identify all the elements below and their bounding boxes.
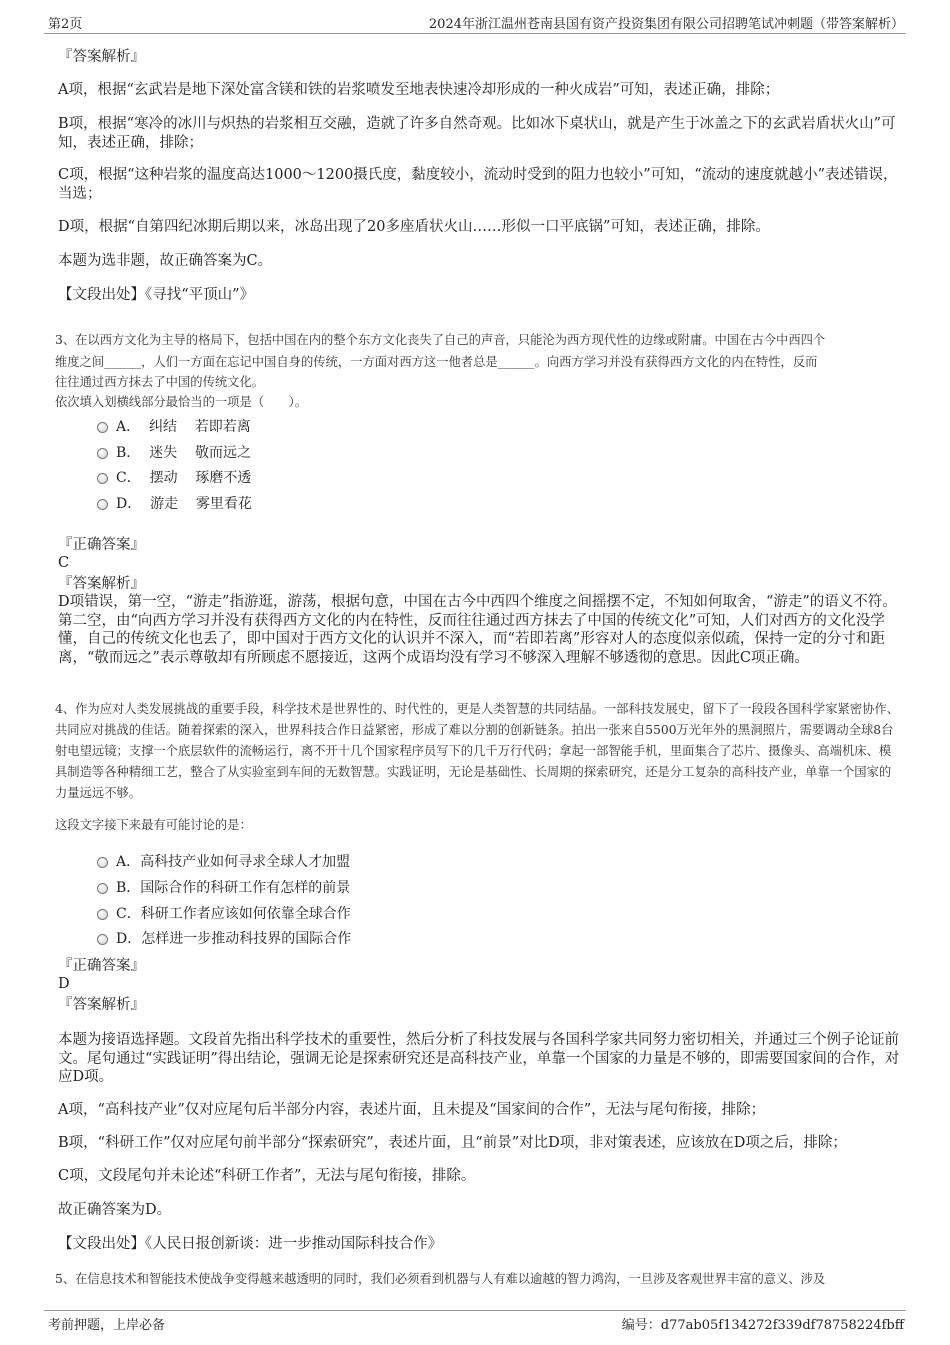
radio-icon[interactable] [97,883,108,894]
option-label: B． 迷失 敬而远之 [116,445,251,461]
q4-analysis: 本题为接语选择题。文段首先指出科学技术的重要性，然后分析了科技发展与各国科学家共同努力密切相关，并通过三个例子论证前文。尾句通过“实践证明”得出结论，强调无论是探索研究还是高科技产业，单靠一个国家的力量是不够的，即需要国家间的合作，对应D项。 [58,1032,900,1085]
q5-stem: 5、在信息技术和智能技术使战争变得越来越透明的同时，我们必须看到机器与人有难以逾越的智力鸿沟，一旦涉及客观世界丰富的意义、涉及 [55,1272,826,1286]
q2-analysis-label: 『答案解析』 [58,49,145,65]
q4-option-a[interactable] [97,851,350,871]
footer-slogan: 考前押题，上岸必备 [48,1318,166,1333]
q3-option-c[interactable] [97,467,251,487]
radio-icon[interactable] [97,499,108,510]
option-label: A． 纠结 若即若离 [116,419,251,435]
q4-answer: D [58,976,70,992]
q3-stem-line1: 3、在以西方文化为主导的格局下，包括中国在内的整个东方文化丧失了自己的声音，只能沦为西方现代性的边缘或附庸。中国在古今中西四个 [55,333,826,347]
header-divider [44,33,906,34]
q4-stem: 4、作为应对人类发展挑战的重要手段，科学技术是世界性的、时代性的，更是人类智慧的共同结晶。一部科技发展史，留下了一段段各国科学家紧密协作、共同应对挑战的佳话。随着探索的深入，世界科技合作日益紧密，形成了难以分割的创新链条。拍出一张来自5500万光年外的黑洞照片，需要调动全球8台射电望远镜；支撑一个底层软件的流畅运行，离不开十几个国家程序员写下的几千万行代码；拿起一部智能手机，里面集合了芯片、摄像头、高端机床、模具制造等各种精细工艺，整合了从实验室到车间的无数智慧。实践证明，无论是基础性、长周期的探索研究，还是分工复杂的高科技产业，单靠一个国家的力量远远不够。 [55,702,900,800]
q3-option-d[interactable] [97,493,252,513]
q4-answer-label: 『正确答案』 [58,958,145,974]
radio-icon[interactable] [97,934,108,945]
q3-answer: C [58,555,70,571]
radio-icon[interactable] [97,473,108,484]
page-number: 第2页 [48,17,83,32]
q4-analysis-label: 『答案解析』 [58,997,145,1013]
radio-icon[interactable] [97,909,108,920]
q3-answer-label: 『正确答案』 [58,537,145,553]
q2-conclusion: 本题为选非题，故正确答案为C。 [58,253,273,269]
q4-source: 【文段出处】《人民日报创新谈：进一步推动国际科技合作》 [58,1236,443,1252]
radio-icon[interactable] [97,422,108,433]
q4-analysis-a: A项，“高科技产业”仅对应尾句后半部分内容，表述片面，且未提及“国家间的合作”，无法与尾句衔接，排除； [58,1102,766,1118]
q2-analysis-c: C项，根据“这种岩浆的温度高达1000～1200摄氏度，黏度较小，流动时受到的阻力也较小”可知，“流动的速度就越小”表述错误，当选； [58,167,898,202]
q3-analysis-label: 『答案解析』 [58,576,145,592]
footer-divider [44,1310,906,1311]
q4-option-b[interactable] [97,877,350,897]
q2-analysis-a: A项，根据“玄武岩是地下深处富含镁和铁的岩浆喷发至地表快速冷却形成的一种火成岩”可知，表述正确，排除； [58,82,780,98]
option-label: A．高科技产业如何寻求全球人才加盟 [116,854,351,870]
q4-analysis-c: C项，文段尾句并未论述“科研工作者”，无法与尾句衔接，排除。 [58,1168,476,1184]
q3-option-a[interactable] [97,416,251,436]
q3-option-b[interactable] [97,442,251,462]
q4-analysis-b: B项，“科研工作”仅对应尾句前半部分“探索研究”，表述片面，且“前景”对比D项，非对策表述，应该放在D项之后，排除； [58,1135,847,1151]
option-label: D．怎样进一步推动科技界的国际合作 [116,931,352,947]
footer-serial: 编号：d77ab05f134272f339df78758224fbff [621,1318,904,1333]
q4-option-d[interactable] [97,928,351,948]
q2-analysis-d: D项，根据“自第四纪冰期后期以来，冰岛出现了20多座盾状火山……形似一口平底锅”可知，表述正确，排除。 [58,219,770,235]
document-title: 2024年浙江温州苍南县国有资产投资集团有限公司招聘笔试冲刺题（带答案解析） [428,17,904,32]
radio-icon[interactable] [97,448,108,459]
q3-stem-line3: 往往通过西方抹去了中国的传统文化。 [55,375,265,389]
option-label: B．国际合作的科研工作有怎样的前景 [116,880,351,896]
option-label: C． 摆动 琢磨不透 [116,470,252,486]
q3-stem-line2: 维度之间______，人们一方面在忘记中国自身的传统，一方面对西方这一他者总是______。向西方学习并没有获得西方文化的内在特性，反而 [55,355,818,369]
option-label: D． 游走 雾里看花 [116,496,252,512]
q4-option-c[interactable] [97,903,351,923]
q4-conclusion: 故正确答案为D。 [58,1202,172,1218]
q2-analysis-b: B项，根据“寒冷的冰川与炽热的岩浆相互交融，造就了许多自然奇观。比如冰下桌状山，就是产生于冰盖之下的玄武岩盾状火山”可知，表述正确，排除； [58,116,896,151]
q3-analysis: D项错误，第一空，“游走”指游逛，游荡，根据句意，中国在古今中西四个维度之间摇摆不定，不知如何取舍，“游走”的语义不符。第二空，由“向西方学习并没有获得西方文化的内在特性，反而往往通过西方抹去了中国的传统文化”可知，人们对西方的文化没学懂，自己的传统文化也丢了，即中国对于西方文化的认识并不深入，而“若即若离”形容对人的态度似亲似疏，保持一定的分寸和距离，“敬而远之”表示尊敬却有所顾虑不愿接近，这两个成语均没有学习不够深入理解不够透彻的意思。因此C项正确。 [58,594,897,666]
q3-prompt: 依次填入划横线部分最恰当的一项是（ ）。 [55,395,308,409]
q2-source: 【文段出处】《寻找“平顶山”》 [58,287,255,303]
q4-prompt: 这段文字接下来最有可能讨论的是： [55,818,252,832]
radio-icon[interactable] [97,857,108,868]
option-label: C．科研工作者应该如何依靠全球合作 [116,906,351,922]
